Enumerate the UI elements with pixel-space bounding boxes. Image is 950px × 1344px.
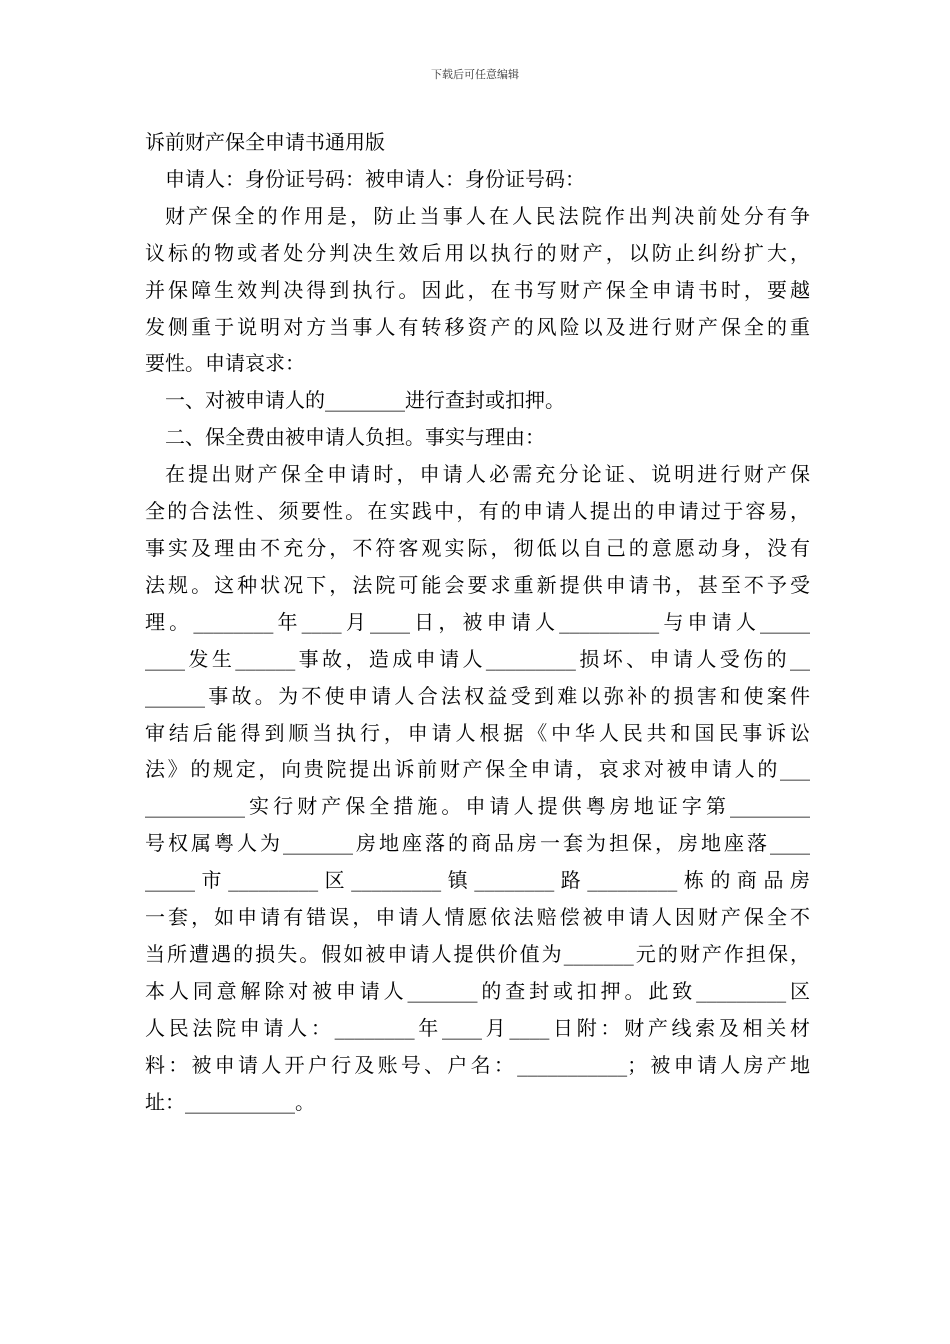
paragraph-line: 本人同意解除对被申请人_______的查封或扣押。此致_________区 [145,978,810,1003]
paragraph-line: 址：___________。 [145,1089,315,1114]
request-item-2: 二、保全费由被申请人负担。事实与理由： [165,425,545,450]
request-item-1: 一、对被申请人的________进行查封或扣押。 [165,388,565,413]
paragraph-line: 事实及理由不充分，不符客观实际，彻低以自己的意愿动身，没有 [145,535,810,560]
document-body [145,124,810,1120]
paragraph-line: 料：被申请人开户行及账号、户名：___________；被申请人房产地 [145,1052,810,1077]
paragraph-line: __________实行财产保全措施。申请人提供粤房地证字第________ [145,794,810,819]
header-note: 下载后可任意编辑 [431,68,519,81]
facts-paragraph [145,456,810,1120]
paragraph-line: _____市_________区_________镇________路_________栋的商品房 [145,868,810,893]
paragraph-line: 人民法院申请人：________年____月____日附：财产线索及相关材 [145,1015,810,1040]
paragraph-line: 并保障生效判决得到执行。因此，在书写财产保全申请书时，要越 [145,277,810,302]
paragraph-line: 要性。申请哀求： [145,351,305,376]
paragraph-line: 一套，如申请有错误，申请人情愿依法赔偿被申请人因财产保全不 [145,905,810,930]
paragraph-line: 当所遭遇的损失。假如被申请人提供价值为_______元的财产作担保， [145,941,810,966]
paragraph-line: ______事故。为不使申请人合法权益受到难以弥补的损害和使案件 [145,683,810,708]
paragraph-line: 发侧重于说明对方当事人有转移资产的风险以及进行财产保全的重 [145,314,810,339]
document-title: 诉前财产保全申请书通用版 [145,130,385,154]
paragraph-line: 法》的规定，向贵院提出诉前财产保全申请，哀求对被申请人的___ [145,757,810,782]
paragraph-line: 理。________年____月____日，被申请人__________与申请人_____ [145,609,810,634]
paragraph-line: 全的合法性、须要性。在实践中，有的申请人提出的申请过于容易， [145,499,810,524]
paragraph-line: ____发生______事故，造成申请人_________损坏、申请人受伤的__ [145,646,810,671]
paragraph-line: 法规。这种状况下，法院可能会要求重新提供申请书，甚至不予受 [145,572,810,597]
paragraph-line: 财产保全的作用是，防止当事人在人民法院作出判决前处分有争 [165,203,810,228]
paragraph-line: 在提出财产保全申请时，申请人必需充分论证、说明进行财产保 [165,462,810,487]
parties-line: 申请人：身份证号码：被申请人：身份证号码： [165,166,585,191]
paragraph-line: 审结后能得到顺当执行，申请人根据《中华人民共和国民事诉讼 [145,720,810,745]
paragraph-line: 议标的物或者处分判决生效后用以执行的财产，以防止纠纷扩大， [145,240,810,265]
paragraph-line: 号权属粤人为_______房地座落的商品房一套为担保，房地座落____ [145,831,810,856]
purpose-paragraph [145,198,810,383]
